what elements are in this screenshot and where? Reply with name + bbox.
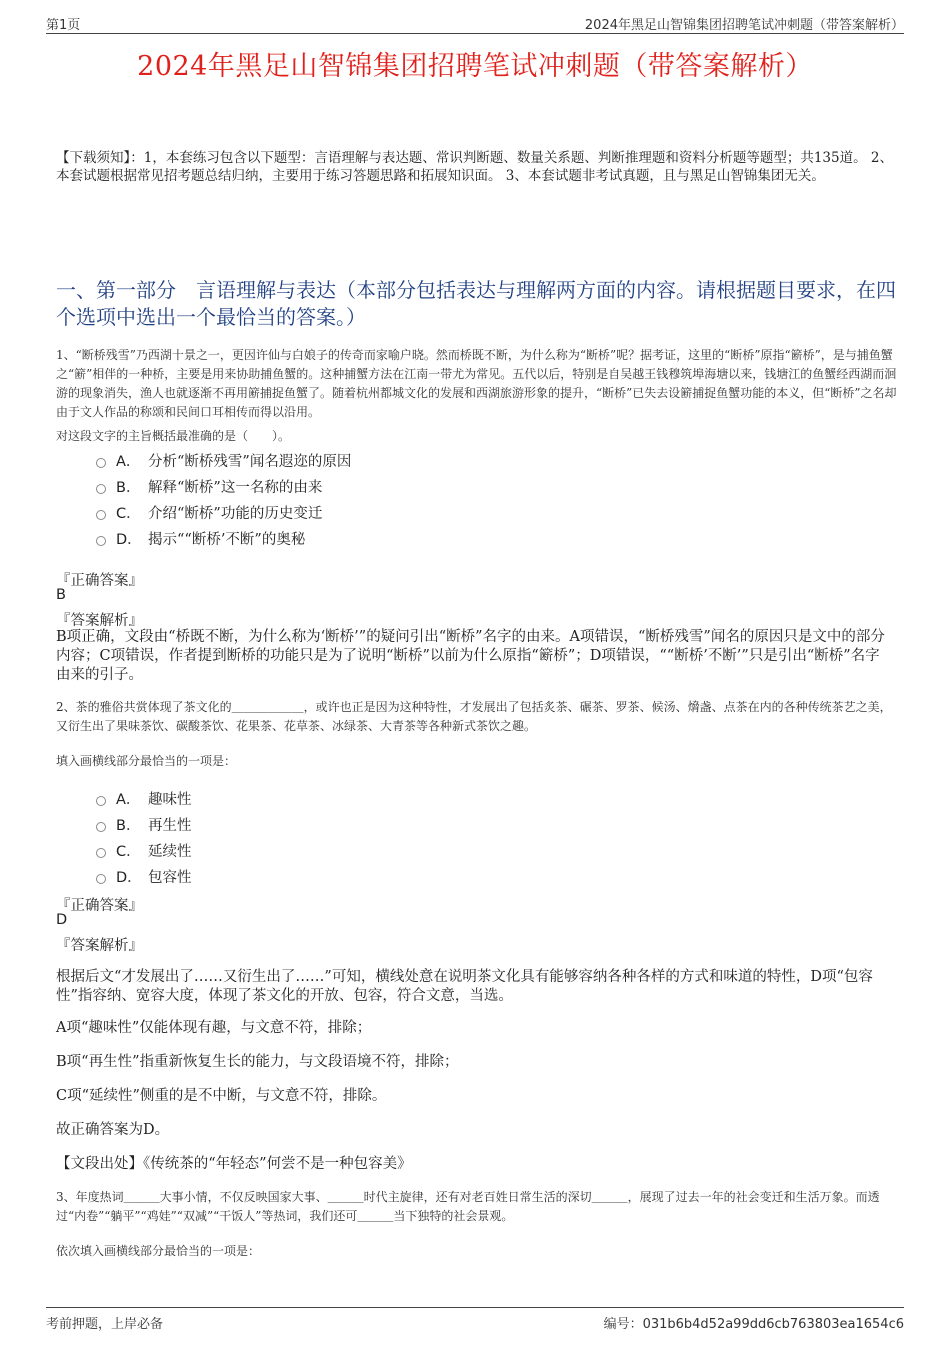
question-1-option-d[interactable]: D． 揭示““断桥’不断”的奥秘: [96, 528, 305, 549]
question-2-analysis-paragraph: C项“延续性”侧重的是不中断，与文意不符，排除。: [56, 1088, 387, 1104]
radio-icon[interactable]: [96, 796, 106, 806]
header-divider: [46, 33, 904, 34]
question-3-text: 3、年度热词＿＿＿大事小情，不仅反映国家大事、＿＿＿时代主旋律，还有对老百姓日常生活的深切＿＿＿，展现了过去一年的社会变迁和生活万象。而透过“内卷”“躺平”“鸡娃”“双减”“干饭人”等热词，我们还可＿＿＿当下独特的社会景观。: [56, 1190, 880, 1223]
question-2-source: 【文段出处】《传统茶的“年轻态”何尝不是一种包容美》: [56, 1156, 412, 1172]
question-2-text: 2、茶的雅俗共赏体现了茶文化的＿＿＿＿＿＿，或许也正是因为这种特性，才发展出了包括炙茶、碾茶、罗茶、候汤、熁盏、点茶在内的各种传统茶艺之美，又衍生出了果味茶饮、碳酸茶饮、花果茶、花草茶、冰绿茶、大青茶等各种新式茶饮之趣。: [56, 700, 892, 733]
question-2-answer: D: [56, 912, 68, 928]
question-2-option-b[interactable]: B． 再生性: [96, 814, 192, 835]
radio-icon[interactable]: [96, 848, 106, 858]
question-2-stem: 填入画横线部分最恰当的一项是：: [56, 754, 237, 768]
question-1-option-a[interactable]: A． 分析“断桥残雪”闻名遐迩的原因: [96, 450, 351, 471]
footer-divider: [46, 1307, 904, 1308]
question-1-answer-label: 『正确答案』: [56, 573, 143, 589]
question-1-analysis: B项正确，文段由“桥既不断，为什么称为‘断桥’”的疑问引出“断桥”名字的由来。A项错误，“断桥残雪”闻名的原因只是文中的部分内容；C项错误，作者提到断桥的功能只是为了说明“断桥”以前为什么原指“簖桥”；D项错误，““断桥’不断’”只是引出“断桥”名字由来的引子。: [56, 629, 885, 683]
question-1-option-b[interactable]: B． 解释“断桥”这一名称的由来: [96, 476, 322, 497]
radio-icon[interactable]: [96, 510, 106, 520]
question-2-analysis-paragraph: B项“再生性”指重新恢复生长的能力，与文段语境不符，排除；: [56, 1054, 459, 1070]
question-2-analysis-paragraph: 故正确答案为D。: [56, 1122, 170, 1138]
question-2-option-a[interactable]: A． 趣味性: [96, 788, 192, 809]
question-2-answer-label: 『正确答案』: [56, 898, 143, 914]
question-2-option-d[interactable]: D． 包容性: [96, 866, 192, 887]
question-1-text: 1、“断桥残雪”乃西湖十景之一，更因许仙与白娘子的传奇而家喻户晓。然而桥既不断，为什么称为“断桥”呢？据考证，这里的“断桥”原指“簖桥”，是与捕鱼蟹之“簖”相伴的一种桥，主要是用来协助捕鱼蟹的。这种捕蟹方法在江南一带尤为常见。五代以后，特别是自吴越王钱穆筑埠海塘以来，钱塘江的鱼蟹经西湖而洄游的现象消失，渔人也就逐渐不再用簖捕捉鱼蟹了。随着杭州都城文化的发展和西湖旅游形象的提升，“断桥”已失去设簖捕捉鱼蟹功能的本义，但“断桥”之名却由于文人作品的称颂和民间口耳相传而得以沿用。: [56, 348, 897, 419]
question-2-option-c[interactable]: C． 延续性: [96, 840, 192, 861]
question-2-analysis-label: 『答案解析』: [56, 938, 143, 954]
question-1-option-c[interactable]: C． 介绍“断桥”功能的历史变迁: [96, 502, 322, 523]
radio-icon[interactable]: [96, 822, 106, 832]
question-1-stem: 对这段文字的主旨概括最准确的是（ ）。: [56, 429, 291, 443]
download-notice: 【下载须知】：1，本套练习包含以下题型：言语理解与表达题、常识判断题、数量关系题、判断推理题和资料分析题等题型；共135道。 2、本套试题根据常见招考题总结归纳，主要用于练习答题思路和拓展知识面。 3、本套试题非考试真题，且与黑足山智锦集团无关。: [56, 150, 893, 184]
radio-icon[interactable]: [96, 536, 106, 546]
question-2-analysis-paragraph: 根据后文“才发展出了……又衍生出了……”可知，横线处意在说明茶文化具有能够容纳各种各样的方式和味道的特性，D项“包容性”指容纳、宽容大度，体现了茶文化的开放、包容，符合文意，当选。: [56, 969, 873, 1004]
question-2-analysis-paragraph: A项“趣味性”仅能体现有趣，与文意不符，排除；: [56, 1020, 372, 1036]
footer-doc-id: 编号：031b6b4d52a99dd6cb763803ea1654c6: [603, 1317, 904, 1332]
question-1-analysis-label: 『答案解析』: [56, 613, 143, 629]
question-3-stem: 依次填入画横线部分最恰当的一项是：: [56, 1244, 261, 1258]
page-number: 第1页: [46, 18, 81, 33]
question-1-answer: B: [56, 587, 66, 603]
footer-slogan: 考前押题，上岸必备: [46, 1317, 164, 1332]
section-heading: 一、第一部分 言语理解与表达（本部分包括表达与理解两方面的内容。请根据题目要求，在四个选项中选出一个最恰当的答案。）: [56, 278, 896, 329]
page-title: 2024年黑足山智锦集团招聘笔试冲刺题（带答案解析）: [137, 51, 813, 82]
radio-icon[interactable]: [96, 484, 106, 494]
radio-icon[interactable]: [96, 458, 106, 468]
radio-icon[interactable]: [96, 874, 106, 884]
header-doc-title: 2024年黑足山智锦集团招聘笔试冲刺题（带答案解析）: [584, 18, 904, 33]
